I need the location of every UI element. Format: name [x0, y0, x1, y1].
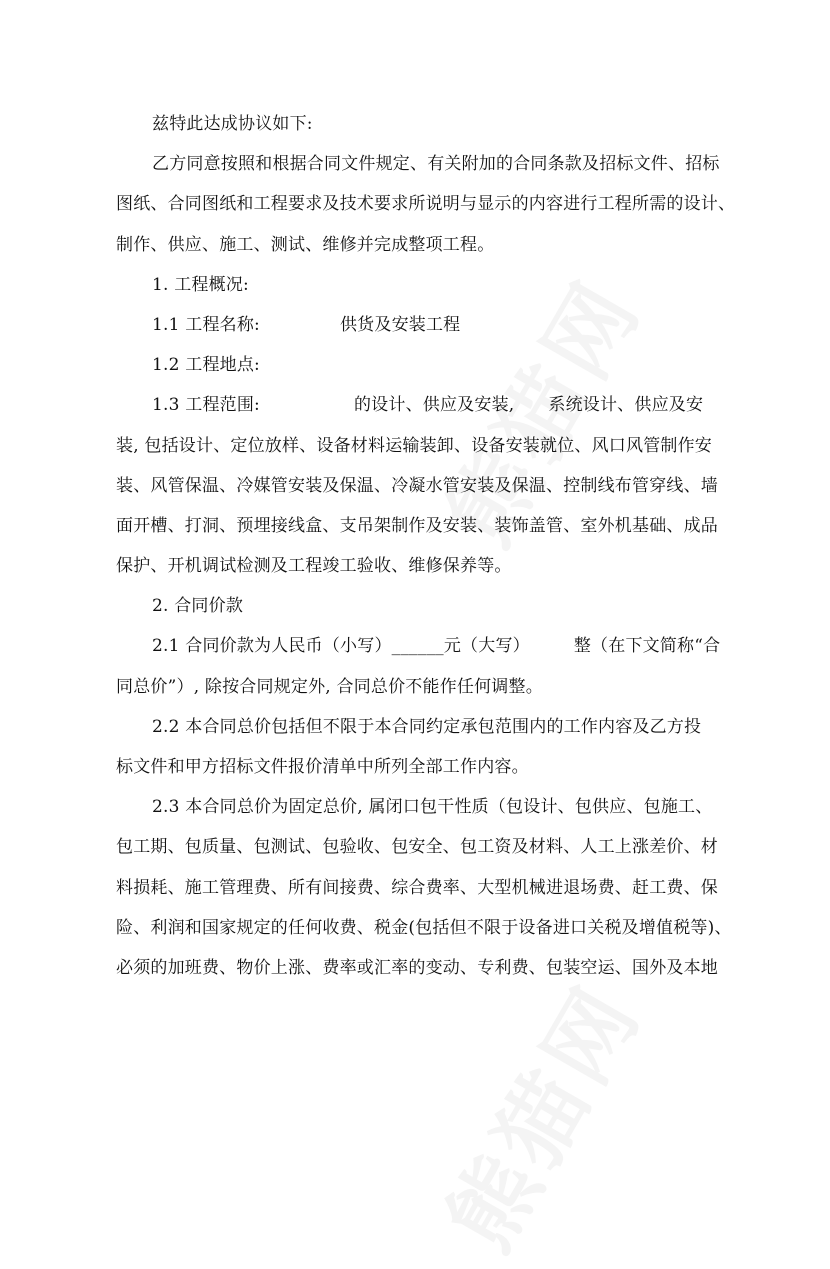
line-text: 面开槽、打洞、预埋接线盒、支吊架制作及安装、装饰盖管、室外机基础、成品	[116, 515, 718, 536]
section-heading	[116, 265, 716, 305]
text-line	[116, 426, 716, 466]
document-body	[116, 104, 736, 988]
text-line	[116, 626, 721, 666]
text-line	[116, 104, 716, 144]
line-text: 制作、供应、施工、测试、维修并完成整项工程。	[116, 234, 495, 255]
line-text: 料损耗、施工管理费、所有间接费、综合费率、大型机械进退场费、赶工费、保	[116, 877, 718, 898]
line-text: 险、利润和国家规定的任何收费、税金(包括但不限于设备进口关税及增值税等)、	[116, 917, 732, 938]
text-line	[116, 707, 716, 747]
text-line	[116, 466, 716, 506]
text-line	[116, 225, 716, 265]
text-line	[116, 506, 716, 546]
heading-text: 1. 工程概况:	[152, 274, 249, 295]
line-text: 整（在下文简称“合	[573, 636, 721, 657]
line-text: 必须的加班费、物价上涨、费率或汇率的变动、专利费、包装空运、国外及本地	[116, 957, 718, 978]
field-value: 供货及安装工程	[339, 314, 461, 335]
heading-text: 2. 合同价款	[152, 596, 244, 617]
text-line	[116, 546, 716, 586]
text-line	[116, 948, 716, 988]
line-text: 兹特此达成协议如下:	[152, 114, 313, 134]
field-label: 1.2 工程地点:	[152, 355, 260, 376]
line-text: 图纸、合同图纸和工程要求及技术要求所说明与显示的内容进行工程所需的设计、	[116, 194, 736, 215]
text-line	[116, 908, 732, 948]
line-text: 2.2 本合同总价包括但不限于本合同约定承包范围内的工作内容及乙方投	[152, 716, 702, 737]
text-line	[116, 385, 716, 425]
text-line	[116, 787, 716, 827]
line-text: 包工期、包质量、包测试、包验收、包安全、包工资及材料、人工上涨差价、材	[116, 837, 718, 858]
line-text: 同总价”）, 除按合同规定外, 合同总价不能作任何调整。	[116, 676, 543, 697]
text-line	[116, 345, 716, 385]
line-text: 标文件和甲方招标文件报价清单中所列全部工作内容。	[116, 757, 529, 777]
line-text: 乙方同意按照和根据合同文件规定、有关附加的合同条款及招标文件、招标	[152, 154, 720, 175]
line-text: 2.3 本合同总价为固定总价, 属闭口包干性质（包设计、包供应、包施工、	[152, 797, 713, 818]
text-line	[116, 144, 720, 184]
watermark-bottom	[412, 957, 665, 1269]
line-text: 2.1 合同价款为人民币（小写）______元（大写）	[152, 636, 530, 657]
text-line	[116, 667, 716, 707]
line-text: 装、风管保温、冷媒管安装及保温、冷凝水管安装及保温、控制线布管穿线、墙	[116, 475, 718, 496]
text-line	[116, 305, 716, 345]
line-text: 保护、开机调试检测及工程竣工验收、维修保养等。	[116, 556, 512, 577]
field-label: 1.1 工程名称:	[152, 314, 260, 335]
text-line	[116, 827, 716, 867]
text-line	[116, 868, 716, 908]
line-text: 系统设计、供应及安	[548, 395, 704, 416]
text-line	[116, 747, 716, 787]
text-line	[116, 184, 736, 224]
field-label: 1.3 工程范围:	[152, 395, 260, 416]
line-text: 装, 包括设计、定位放样、设备材料运输装卸、设备安装就位、风口风管制作安	[116, 435, 713, 456]
line-text: 的设计、供应及安装,	[353, 395, 515, 416]
section-heading	[116, 586, 716, 626]
